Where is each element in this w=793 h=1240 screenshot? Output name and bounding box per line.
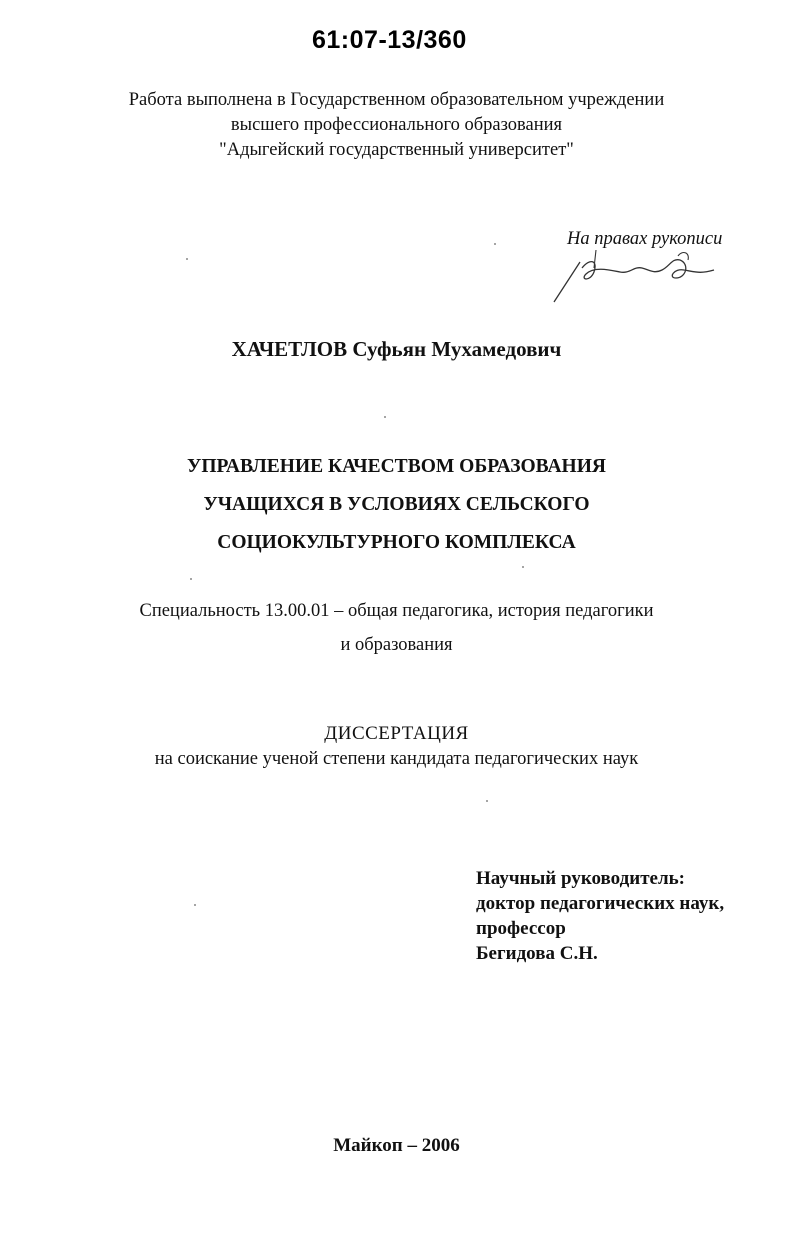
supervisor-block (476, 866, 724, 966)
catalog-number: 61:07-13/360 (312, 26, 467, 54)
scan-speck (186, 258, 188, 260)
scan-speck (190, 578, 192, 580)
handwritten-signature (550, 248, 730, 308)
institution-block (0, 88, 793, 163)
scan-speck (384, 416, 386, 418)
scan-speck (194, 904, 196, 906)
title-line-1: УПРАВЛЕНИЕ КАЧЕСТВОМ ОБРАЗОВАНИЯ (187, 456, 606, 477)
specialty-block (0, 594, 793, 662)
dissertation-purpose: на соискание ученой степени кандидата педагогических наук (154, 749, 639, 769)
title-line-2: УЧАЩИХСЯ В УСЛОВИЯХ СЕЛЬСКОГО (203, 494, 590, 515)
supervisor-role: Научный руководитель: (476, 868, 685, 889)
specialty-line-1: Специальность 13.00.01 – общая педагогика, история педагогики (139, 601, 654, 621)
supervisor-degree: доктор педагогических наук, (476, 893, 725, 914)
institution-line-2: высшего профессионального образования (230, 115, 563, 135)
specialty-line-2: и образования (340, 635, 453, 655)
scan-speck (522, 566, 524, 568)
supervisor-name: Бегидова С.Н. (476, 943, 598, 964)
city-year: Майкоп – 2006 (333, 1135, 460, 1156)
supervisor-rank: профессор (476, 918, 566, 939)
scan-speck (486, 800, 488, 802)
institution-line-1: Работа выполнена в Государственном образовательном учреждении (128, 90, 665, 110)
dissertation-title (0, 448, 793, 562)
institution-line-3: "Адыгейский государственный университет" (219, 140, 574, 160)
dissertation-label: ДИССЕРТАЦИЯ (324, 723, 469, 744)
title-line-3: СОЦИОКУЛЬТУРНОГО КОМПЛЕКСА (217, 532, 576, 553)
manuscript-rights-label: На правах рукописи (567, 229, 723, 249)
author-name: ХАЧЕТЛОВ Суфьян Мухамедович (231, 337, 562, 361)
scan-speck (494, 243, 496, 245)
